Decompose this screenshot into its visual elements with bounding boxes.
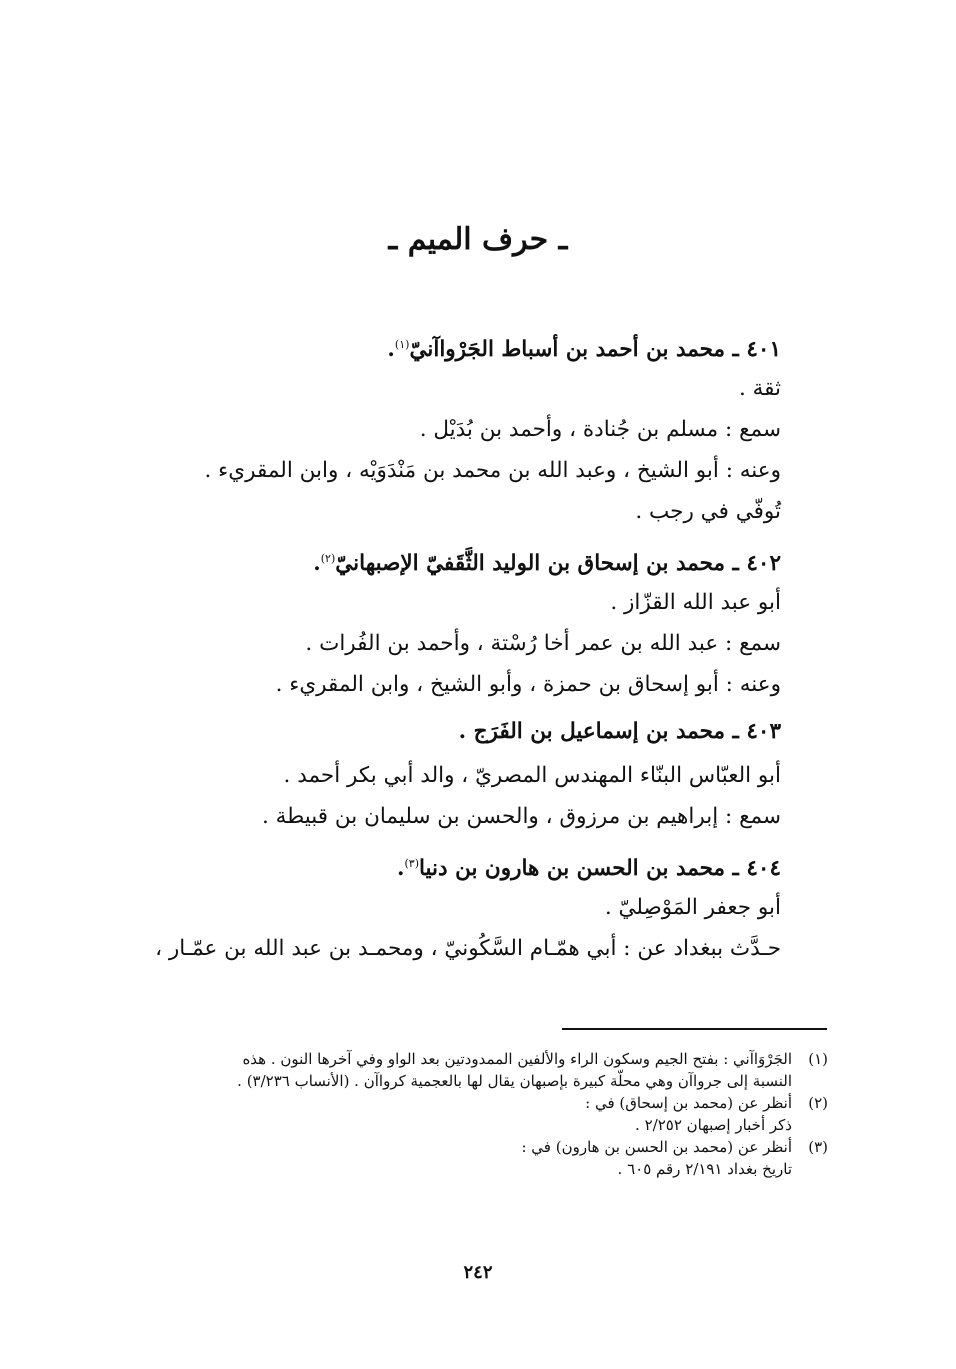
- entry-line: تُوفّي في رجب .: [635, 499, 781, 524]
- entry-title: [141, 536, 781, 582]
- footnotes: [118, 1048, 828, 1180]
- footnote-body: [118, 1048, 792, 1092]
- footnote-body: [118, 1136, 792, 1180]
- footnote-body: [118, 1092, 792, 1136]
- section-heading: ـ حرف الميم ـ: [388, 222, 568, 257]
- entry-line: أبو جعفر المَوْصِليّ .: [604, 895, 781, 920]
- entry-title-text: ٤٠١ ـ محمد بن أحمد بن أسباط الجَرْواآنيّ: [409, 337, 781, 363]
- entry-line: أبو عبد الله القزّاز .: [610, 590, 781, 615]
- page-number: ٢٤٢: [463, 1262, 493, 1283]
- footnote-line: النسبة إلى جرواآن وهي محلّة كبيرة بإصبهان يقال لها بالعجمية كرواآن . (الأنساب ٣/٢٣٦) .: [237, 1072, 792, 1090]
- entry-title: [141, 709, 781, 755]
- footnote-line: الجَرْوَاآني : بفتح الجيم وسكون الراء والألفين الممدودتين بعد الواو وفي آخرها النون . هذه: [242, 1050, 792, 1068]
- entry-line: ثقة .: [738, 376, 781, 401]
- entry-line: سمع : مسلم بن جُنادة ، وأحمد بن بُدَيْل .: [419, 417, 781, 442]
- entry-line: أبو العبّاس البنّاء المهندس المصريّ ، والد أبي بكر أحمد .: [283, 763, 781, 788]
- entry-line: وعنه : أبو الشيخ ، وعبد الله بن محمد بن مَنْدَوَيْه ، وابن المقريء .: [204, 458, 781, 483]
- footnote-divider: [562, 1028, 827, 1030]
- footnote-number: (٣): [808, 1138, 828, 1156]
- footnote: [118, 1048, 828, 1092]
- footnote-line: تاريخ بغداد ٢/١٩١ رقم ٦٠٥ .: [617, 1160, 792, 1178]
- entry-title-text: ٤٠٢ ـ محمد بن إسحاق بن الوليد الثَّقَفيّ الإصبهانيّ: [335, 551, 781, 577]
- footnote: [118, 1092, 828, 1136]
- entry-title-text: ٤٠٤ ـ محمد بن الحسن بن هارون بن دنيا: [419, 856, 781, 882]
- footnote-ref: (٣): [404, 857, 419, 870]
- entry-line: سمع : إبراهيم بن مرزوق ، والحسن بن سليمان بن قبيطة .: [261, 804, 781, 829]
- entry-title: [141, 841, 781, 887]
- footnote-number: (١): [808, 1050, 828, 1068]
- footnote: [118, 1136, 828, 1180]
- entry-line: سمع : عبد الله بن عمر أخا رُسْتة ، وأحمد بن الفُرات .: [305, 631, 781, 656]
- entries-body: [141, 322, 781, 969]
- footnote-number: (٢): [808, 1094, 828, 1112]
- entry-line: حـدَّث ببغداد عن : أبي همّـام السَّكُونيّ ، ومحمـد بن عبد الله بن عمّـار ،: [155, 936, 781, 961]
- entry-title-end: .: [313, 551, 321, 577]
- entry-line: وعنه : أبو إسحاق بن حمزة ، وأبو الشيخ ، وابن المقريء .: [275, 672, 781, 697]
- entry-title-text: ٤٠٣ ـ محمد بن إسماعيل بن الفَرَج .: [458, 719, 781, 744]
- entry-title-end: .: [396, 856, 405, 882]
- entry-title-end: .: [387, 337, 395, 363]
- footnote-line: ذكر أخبار إصبهان ٢/٢٥٢ .: [635, 1116, 792, 1134]
- footnote-ref: (١): [394, 338, 410, 351]
- entry-title: [141, 322, 781, 368]
- footnote-ref: (٢): [320, 552, 336, 565]
- footnote-line: أنظر عن (محمد بن إسحاق) في :: [585, 1094, 792, 1112]
- footnote-line: أنظر عن (محمد بن الحسن بن هارون) في :: [521, 1138, 792, 1156]
